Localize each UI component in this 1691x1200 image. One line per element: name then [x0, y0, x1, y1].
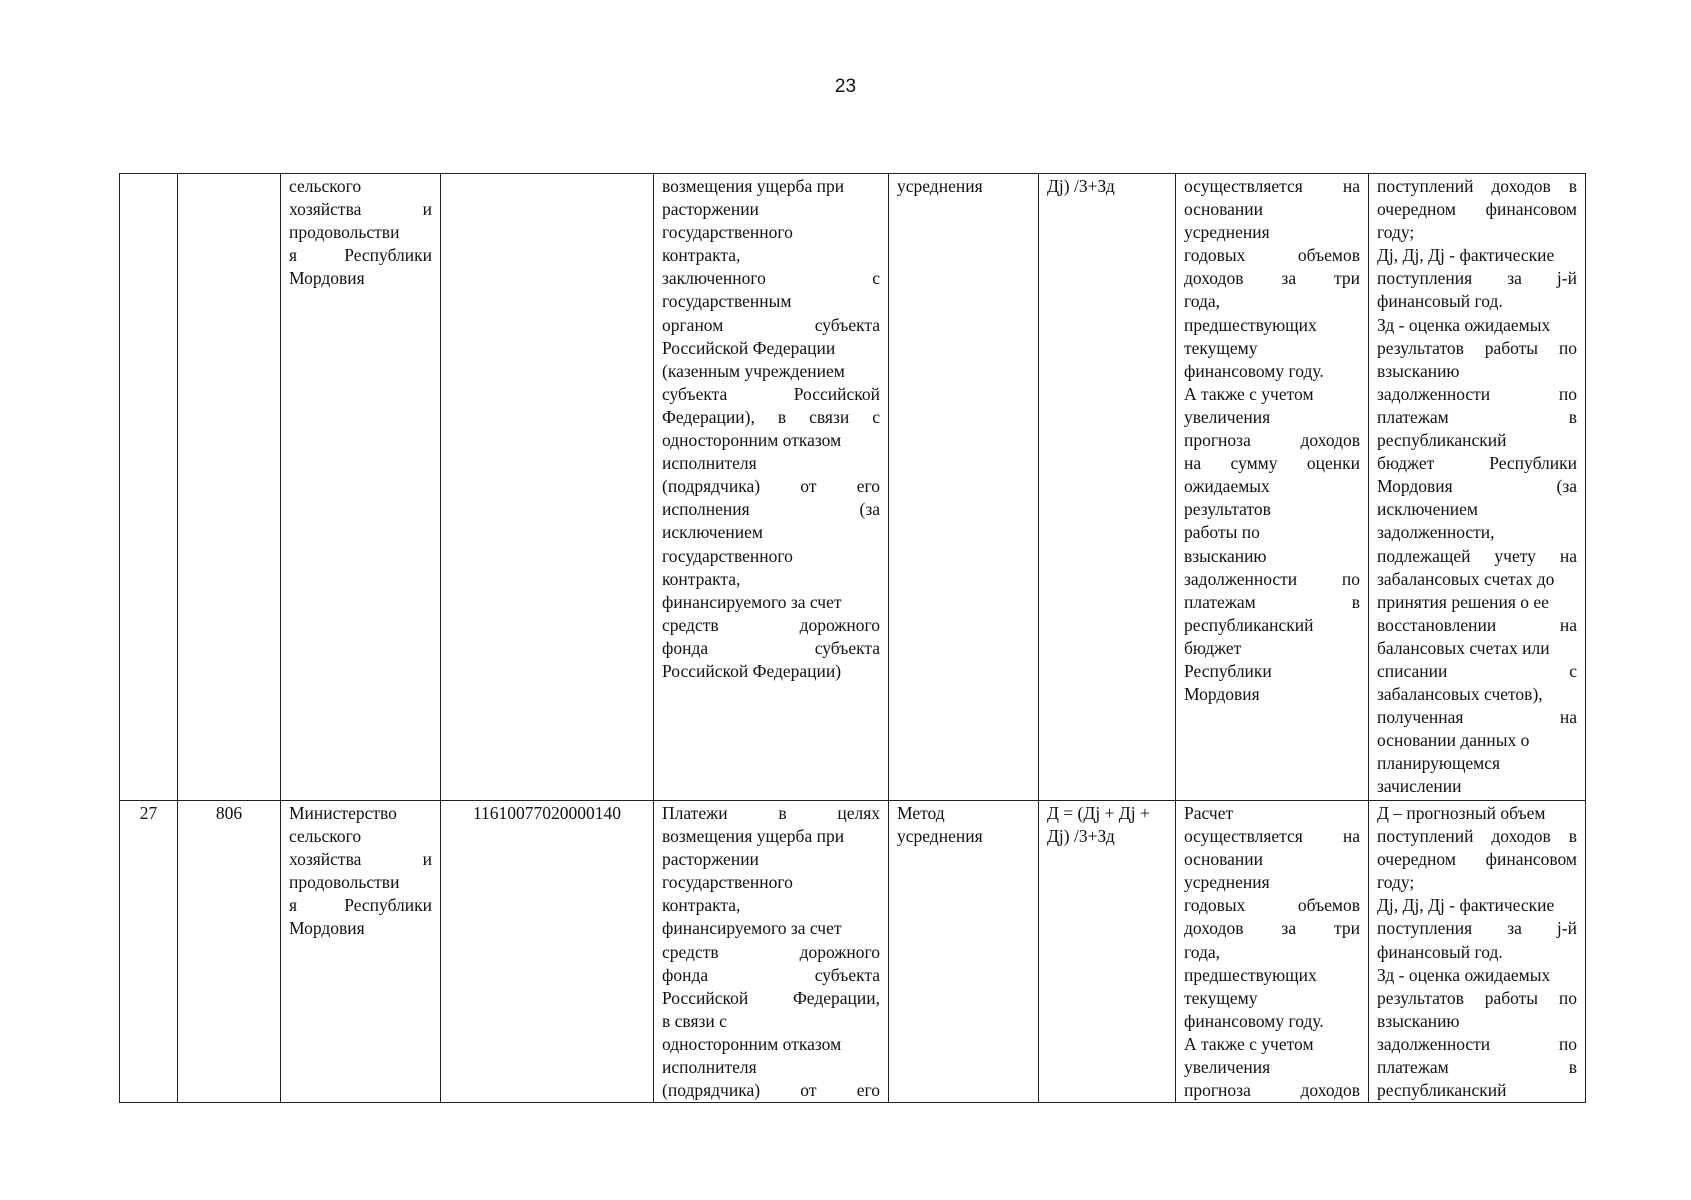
- cell-line: году;: [1377, 872, 1415, 893]
- cell-line: планирующемся: [1377, 753, 1501, 774]
- cell-line: республиканский: [1377, 1080, 1507, 1101]
- cell-line: расторжении: [662, 849, 759, 870]
- cell-line: года,: [1184, 941, 1221, 962]
- cell-line: усреднения: [897, 176, 983, 196]
- cell-line: забалансовых счетов),: [1377, 684, 1543, 705]
- cell-line: расторжении: [662, 199, 759, 220]
- algorithm-cell: [1176, 801, 1369, 1103]
- cell-line: усреднения: [1184, 222, 1270, 243]
- cell-line: Расчет: [1184, 803, 1234, 823]
- cell-line: государственного: [662, 222, 793, 243]
- cell-line: предшествующих: [1184, 964, 1317, 985]
- cell-line: Российской Федерации): [662, 660, 842, 681]
- cell-line: я Республики: [289, 895, 432, 916]
- cell-line: годовых объемов: [1184, 245, 1360, 266]
- admin-code-cell: [178, 174, 281, 801]
- cell-line: Мордовия (за: [1377, 476, 1577, 497]
- cell-line: хозяйства и: [289, 849, 432, 870]
- cell-line: Российской Федерации: [662, 337, 836, 358]
- cell-line: финансовый год.: [1377, 941, 1503, 962]
- cell-line: усреднения: [897, 826, 983, 847]
- cell-line: Дj) /3+Зд: [1047, 826, 1115, 847]
- cell-line: поступления за j-й: [1377, 918, 1577, 939]
- cell-line: Мордовия: [289, 268, 365, 289]
- cell-line: финансовый год.: [1377, 291, 1503, 312]
- cell-line: Дj, Дj, Дj - фактические: [1377, 245, 1555, 266]
- table-row: [120, 801, 1586, 1103]
- cell-line: осуществляется на: [1184, 176, 1360, 196]
- method-cell: [889, 801, 1039, 1103]
- page-number: 23: [834, 76, 857, 97]
- cell-line: А также с учетом: [1184, 383, 1314, 404]
- cell-line: фонда субъекта: [662, 964, 880, 985]
- cell-line: платежам в: [1184, 591, 1360, 612]
- cell-line: Дj, Дj, Дj - фактические: [1377, 895, 1555, 916]
- formula-cell: [1039, 801, 1176, 1103]
- cell-line: прогноза доходов: [1184, 430, 1360, 451]
- cell-line: принятия решения о ее: [1377, 591, 1549, 612]
- cell-line: задолженности,: [1377, 522, 1495, 543]
- cell-line: задолженности по: [1377, 1033, 1577, 1054]
- cell-line: исполнения (за: [662, 499, 880, 520]
- cell-line: Министерство: [289, 803, 397, 823]
- cell-line: поступления за j-й: [1377, 268, 1577, 289]
- table-body: [120, 174, 1586, 1103]
- cell-line: средств дорожного: [662, 941, 880, 962]
- cell-line: балансовых счетах или: [1377, 637, 1550, 658]
- cell-line: заключенного с: [662, 268, 880, 289]
- cell-line: Мордовия: [1184, 684, 1260, 705]
- cell-line: средств дорожного: [662, 614, 880, 635]
- cell-line: прогноза доходов: [1184, 1080, 1360, 1101]
- table-row: [120, 174, 1586, 801]
- cell-line: очередном финансовом: [1377, 199, 1577, 220]
- cell-line: платежам в: [1377, 1057, 1577, 1078]
- cell-line: контракта,: [662, 568, 741, 589]
- cell-line: ожидаемых: [1184, 476, 1270, 497]
- cell-line: основании данных о: [1377, 730, 1530, 751]
- cell-line: Дj) /3+Зд: [1047, 176, 1115, 196]
- cell-line: республиканский: [1184, 614, 1314, 635]
- cell-line: основании: [1184, 849, 1263, 870]
- cell-line: взысканию: [1184, 545, 1267, 566]
- cell-line: я Республики: [289, 245, 432, 266]
- cell-line: органом субъекта: [662, 314, 880, 335]
- cell-line: задолженности по: [1184, 568, 1360, 589]
- cell-line: Зд - оценка ожидаемых: [1377, 314, 1551, 335]
- cell-line: государственного: [662, 545, 793, 566]
- cell-line: бюджет: [1184, 637, 1242, 658]
- cell-line: возмещения ущерба при: [662, 826, 845, 847]
- cell-line: результатов работы по: [1377, 337, 1577, 358]
- cell-line: Российской Федерации,: [662, 987, 880, 1008]
- cell-line: государственного: [662, 872, 793, 893]
- cell-line: подлежащей учету на: [1377, 545, 1577, 566]
- cell-line: предшествующих: [1184, 314, 1317, 335]
- cell-line: взысканию: [1377, 1010, 1460, 1031]
- forecast-methods-table: [119, 173, 1586, 1103]
- cell-line: года,: [1184, 291, 1221, 312]
- cell-line: увеличения: [1184, 406, 1271, 427]
- cell-line: в связи с: [662, 1010, 727, 1031]
- cell-line: текущему: [1184, 337, 1258, 358]
- row-number-cell: [120, 174, 178, 801]
- cell-line: А также с учетом: [1184, 1033, 1314, 1054]
- cell-line: исполнителя: [662, 1057, 757, 1078]
- revenue-name-cell: [654, 174, 889, 801]
- cell-line: годовых объемов: [1184, 895, 1360, 916]
- cell-line: контракта,: [662, 245, 741, 266]
- cell-line: хозяйства и: [289, 199, 432, 220]
- cell-line: очередном финансовом: [1377, 849, 1577, 870]
- cell-line: доходов за три: [1184, 918, 1360, 939]
- admin-name-cell: [281, 174, 441, 801]
- cell-line: Д = (Дj + Дj +: [1047, 803, 1150, 823]
- cell-line: (казенным учреждением: [662, 360, 845, 381]
- cell-line: сельского: [289, 826, 362, 847]
- cell-line: Мордовия: [289, 918, 365, 939]
- cell-line: Зд - оценка ожидаемых: [1377, 964, 1551, 985]
- cell-line: финансируемого за счет: [662, 591, 842, 612]
- cell-line: продовольстви: [289, 872, 400, 893]
- cell-line: финансовому году.: [1184, 360, 1324, 381]
- cell-line: возмещения ущерба при: [662, 176, 845, 196]
- cell-line: односторонним отказом: [662, 430, 842, 451]
- cell-line: зачислении: [1377, 776, 1462, 797]
- admin-name-cell: [281, 801, 441, 1103]
- cell-line: Платежи в целях: [662, 803, 880, 823]
- cell-line: списании с: [1377, 660, 1577, 681]
- cell-line: поступлений доходов в: [1377, 826, 1577, 847]
- cell-line: увеличения: [1184, 1057, 1271, 1078]
- revenue-name-cell: [654, 801, 889, 1103]
- cell-line: (подрядчика) от его: [662, 1080, 880, 1101]
- cell-line: государственным: [662, 291, 792, 312]
- description-cell: [1369, 174, 1586, 801]
- kbk-code-cell: 11610077020000140: [441, 801, 654, 1103]
- cell-line: основании: [1184, 199, 1263, 220]
- cell-line: результатов: [1184, 499, 1271, 520]
- cell-line: полученная на: [1377, 707, 1577, 728]
- cell-line: (подрядчика) от его: [662, 476, 880, 497]
- cell-line: продовольстви: [289, 222, 400, 243]
- formula-cell: [1039, 174, 1176, 801]
- cell-line: работы по: [1184, 522, 1260, 543]
- cell-line: исполнителя: [662, 453, 757, 474]
- algorithm-cell: [1176, 174, 1369, 801]
- cell-line: году;: [1377, 222, 1415, 243]
- row-number-cell: 27: [120, 801, 178, 1103]
- cell-line: Д – прогнозный объем: [1377, 803, 1546, 823]
- cell-line: финансируемого за счет: [662, 918, 842, 939]
- method-cell: [889, 174, 1039, 801]
- cell-line: сельского: [289, 176, 362, 196]
- cell-line: результатов работы по: [1377, 987, 1577, 1008]
- cell-line: платежам в: [1377, 406, 1577, 427]
- kbk-code-cell: [441, 174, 654, 801]
- cell-line: Федерации), в связи с: [662, 406, 880, 427]
- cell-line: финансовому году.: [1184, 1010, 1324, 1031]
- cell-line: усреднения: [1184, 872, 1270, 893]
- cell-line: доходов за три: [1184, 268, 1360, 289]
- description-cell: [1369, 801, 1586, 1103]
- cell-line: забалансовых счетах до: [1377, 568, 1555, 589]
- cell-line: текущему: [1184, 987, 1258, 1008]
- cell-line: Республики: [1184, 660, 1272, 681]
- cell-line: восстановлении на: [1377, 614, 1577, 635]
- cell-line: взысканию: [1377, 360, 1460, 381]
- cell-line: односторонним отказом: [662, 1033, 842, 1054]
- cell-line: задолженности по: [1377, 383, 1577, 404]
- cell-line: исключением: [1377, 499, 1478, 520]
- cell-line: контракта,: [662, 895, 741, 916]
- admin-code-cell: 806: [178, 801, 281, 1103]
- cell-line: поступлений доходов в: [1377, 176, 1577, 196]
- cell-line: республиканский: [1377, 430, 1507, 451]
- cell-line: фонда субъекта: [662, 637, 880, 658]
- cell-line: на сумму оценки: [1184, 453, 1360, 474]
- cell-line: Метод: [897, 803, 945, 823]
- cell-line: бюджет Республики: [1377, 453, 1577, 474]
- cell-line: субъекта Российской: [662, 383, 880, 404]
- cell-line: исключением: [662, 522, 763, 543]
- cell-line: осуществляется на: [1184, 826, 1360, 847]
